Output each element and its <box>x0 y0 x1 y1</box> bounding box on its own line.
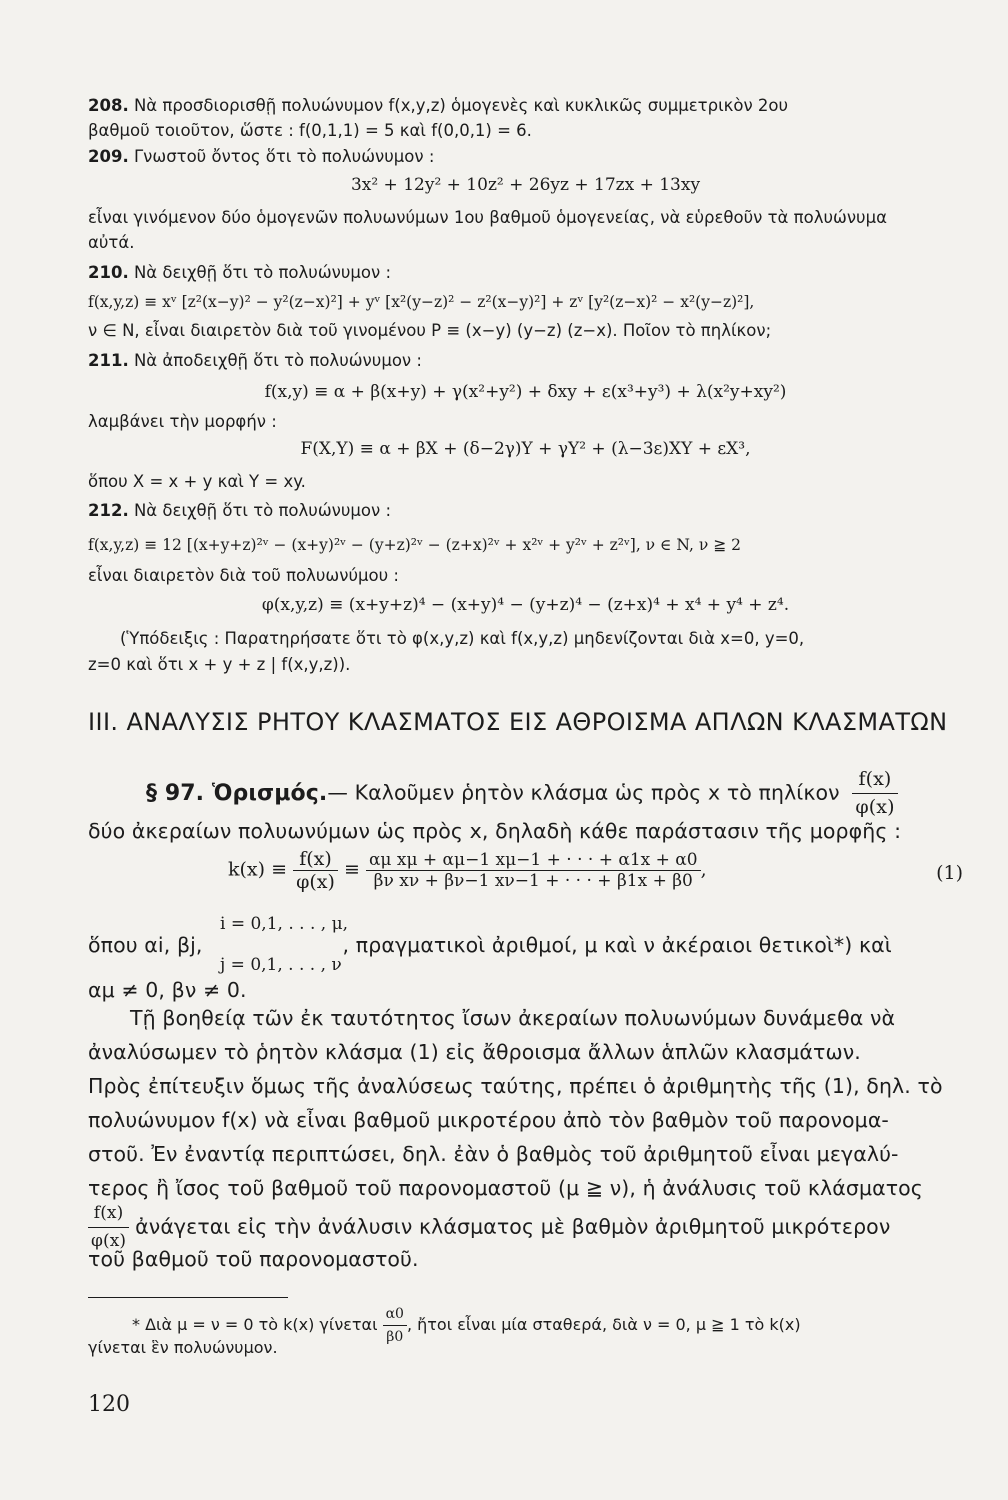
fraction-numerator: f(x) <box>293 848 338 871</box>
equation-lhs: k(x) ≡ <box>228 858 288 881</box>
equation-body <box>228 848 707 893</box>
body-line-4: πολυώνυμον f(x) νὰ εἶναι βαθμοῦ μικροτέρου ἀπὸ τὸν βαθμὸν τοῦ παρονομα- <box>88 1108 889 1132</box>
problem-text: Γνωστοῦ ὄντος ὅτι τὸ πολυώνυμον : <box>133 147 435 166</box>
equation-mid-fraction <box>293 848 338 893</box>
problem-210-line-1 <box>88 262 963 284</box>
body-line-6: τερος ἢ ἴσος τοῦ βαθμοῦ τοῦ παρονομαστοῦ (μ ≧ ν), ἡ ἀνάλυσις τοῦ κλάσματος <box>88 1176 923 1200</box>
problem-number: 210. <box>88 263 129 282</box>
problem-text: Νὰ δειχθῇ ὅτι τὸ πολυώνυμον : <box>133 501 392 520</box>
body-line-8: τοῦ βαθμοῦ τοῦ παρονομαστοῦ. <box>88 1247 419 1271</box>
fraction-denominator: φ(x) <box>855 796 895 818</box>
footnote-line-2: γίνεται ἓν πολυώνυμον. <box>88 1338 278 1357</box>
problem-209-formula: 3x² + 12y² + 10z² + 26yz + 17zx + 13xy <box>350 175 701 195</box>
body-line-3: Πρὸς ἐπίτευξιν ὅμως τῆς ἀναλύσεως ταύτης, πρέπει ὁ ἀριθμητὴς τῆς (1), δηλ. τὸ <box>88 1074 943 1098</box>
problem-text: Νὰ δειχθῇ ὅτι τὸ πολυώνυμον : <box>133 263 392 282</box>
footnote-rule <box>88 1297 288 1298</box>
paragraph-label: § 97. Ὁρισμός. <box>146 780 328 806</box>
fraction-denominator: φ(x) <box>91 1231 127 1251</box>
problem-212-hint-2: z=0 καὶ ὅτι x + y + z | f(x,y,z)). <box>88 655 351 674</box>
body-line-1: Τῇ βοηθείᾳ τῶν ἐκ ταυτότητος ἴσων ἀκεραίων πολυωνύμων δυνάμεθα νὰ <box>130 1006 896 1030</box>
condition-i: i = 0,1, . . . , μ, <box>220 914 349 934</box>
problem-211-formula-2: F(X,Y) ≡ α + βX + (δ−2γ)Y + γY² + (λ−3ε)XY + εX³, <box>300 439 751 459</box>
page-number: 120 <box>88 1392 130 1417</box>
problem-209-line-2: εἶναι γινόμενον δύο ὁμογενῶν πολυωνύμων 1ου βαθμοῦ ὁμογενείας, νὰ εὑρεθοῦν τὰ πολυώνυμα <box>88 208 887 227</box>
problem-text: Νὰ προσδιορισθῇ πολυώνυμον f(x,y,z) ὁμογενὲς καὶ κυκλικῶς συμμετρικὸν 2ου <box>133 96 789 115</box>
problem-208-line-2: βαθμοῦ τοιοῦτον, ὥστε : f(0,1,1) = 5 καὶ f(0,0,1) = 6. <box>88 121 532 140</box>
fraction-f-over-phi <box>852 766 897 821</box>
definition-line-1 <box>88 766 963 821</box>
fraction-numerator: f(x) <box>88 1200 129 1228</box>
section-heading: III. ΑΝΑΛΥΣΙΣ ΡΗΤΟΥ ΚΛΑΣΜΑΤΟΣ ΕΙΣ ΑΘΡΟΙΣΜΑ ΑΠΛΩΝ ΚΛΑΣΜΑΤΩΝ <box>88 708 948 736</box>
problem-212-hint-1: (Ὑπόδειξις : Παρατηρήσατε ὅτι τὸ φ(x,y,z) καὶ f(x,y,z) μηδενίζονται διὰ x=0, y=0, <box>120 629 805 648</box>
nonzero-condition: αμ ≠ 0, βν ≠ 0. <box>88 978 247 1002</box>
condition-j: j = 0,1, . . . , ν <box>220 955 342 975</box>
problem-209-line-1 <box>88 146 963 168</box>
problem-210-line-2: ν ∈ N, εἶναι διαιρετὸν διὰ τοῦ γινομένου P ≡ (x−y) (y−z) (z−x). Ποῖον τὸ πηλίκον; <box>88 321 772 340</box>
problem-211-formula-1: f(x,y) ≡ α + β(x+y) + γ(x²+y²) + δxy + ε(x³+y³) + λ(x²y+xy²) <box>264 382 787 402</box>
problem-212-formula-1: f(x,y,z) ≡ 12 [(x+y+z)²ᵛ − (x+y)²ᵛ − (y+z)²ᵛ − (z+x)²ᵛ + x²ᵛ + y²ᵛ + z²ᵛ], ν ∈ N, ν ≧ 2 <box>88 536 741 554</box>
problem-209-line-3: αὐτά. <box>88 233 135 252</box>
fraction-denominator: β0 <box>386 1329 404 1345</box>
problem-number: 212. <box>88 501 129 520</box>
problem-212-formula-2: φ(x,y,z) ≡ (x+y+z)⁴ − (x+y)⁴ − (y+z)⁴ − (z+x)⁴ + x⁴ + y⁴ + z⁴. <box>261 595 790 615</box>
problem-210-formula: f(x,y,z) ≡ xᵛ [z²(x−y)² − y²(z−x)²] + yᵛ [x²(y−z)² − z²(x−y)²] + zᵛ [y²(z−x)² − x²(y−z)²], <box>88 293 755 311</box>
equivalence-sign: ≡ <box>343 858 360 881</box>
footnote-text: , ἤτοι εἶναι μία σταθερά, διὰ ν = 0, μ ≧ 1 τὸ k(x) <box>406 1315 801 1334</box>
fraction-numerator: α0 <box>383 1303 407 1326</box>
footnote-text: * Διὰ μ = ν = 0 τὸ k(x) γίνεται <box>132 1315 378 1334</box>
equation-1 <box>88 848 963 908</box>
problem-208-line-1 <box>88 95 963 117</box>
fraction-denominator: φ(x) <box>296 871 335 893</box>
fraction-numerator: f(x) <box>852 766 897 794</box>
body-line-5: στοῦ. Ἐν ἐναντίᾳ περιπτώσει, δηλ. ἐὰν ὁ βαθμὸς τοῦ ἀριθμητοῦ εἶναι μεγαλύ- <box>88 1142 899 1166</box>
equation-right-fraction <box>366 850 701 891</box>
definition-intro: — Καλοῦμεν ῥητὸν κλάσμα ὡς πρὸς x τὸ πηλίκον <box>327 780 840 805</box>
problem-211-line-2: λαμβάνει τὴν μορφήν : <box>88 412 277 431</box>
body-line-2: ἀναλύσωμεν τὸ ῥητὸν κλάσμα (1) εἰς ἄθροισμα ἄλλων ἁπλῶν κλασμάτων. <box>88 1040 861 1064</box>
where-rest: , πραγματικοὶ ἀριθμοί, μ καὶ ν ἀκέραιοι θετικοὶ*) καὶ <box>342 933 892 957</box>
problem-212-line-1 <box>88 500 963 522</box>
problem-text: Νὰ ἀποδειχθῇ ὅτι τὸ πολυώνυμον : <box>133 351 422 370</box>
equation-comma: , <box>700 858 707 881</box>
problem-211-line-3: ὅπου X = x + y καὶ Y = xy. <box>88 472 306 491</box>
fraction-denominator: βν xν + βν−1 xν−1 + · · · + β1x + β0 <box>373 871 693 891</box>
problem-number: 209. <box>88 147 129 166</box>
definition-line-2: δύο ἀκεραίων πολυωνύμων ὡς πρὸς x, δηλαδὴ κάθε παράστασιν τῆς μορφῆς : <box>88 819 902 843</box>
problem-212-line-2: εἶναι διαιρετὸν διὰ τοῦ πολυωνύμου : <box>88 566 399 585</box>
problem-number: 208. <box>88 96 129 115</box>
body-text: ἀνάγεται εἰς τὴν ἀνάλυσιν κλάσματος μὲ βαθμὸν ἀριθμητοῦ μικρότερον <box>135 1214 891 1239</box>
problem-number: 211. <box>88 351 129 370</box>
fraction-numerator: αμ xμ + αμ−1 xμ−1 + · · · + α1x + α0 <box>366 850 701 871</box>
equation-number: (1) <box>936 862 963 884</box>
where-text: ὅπου αi, βj, <box>88 933 203 957</box>
problem-211-line-1 <box>88 350 963 372</box>
